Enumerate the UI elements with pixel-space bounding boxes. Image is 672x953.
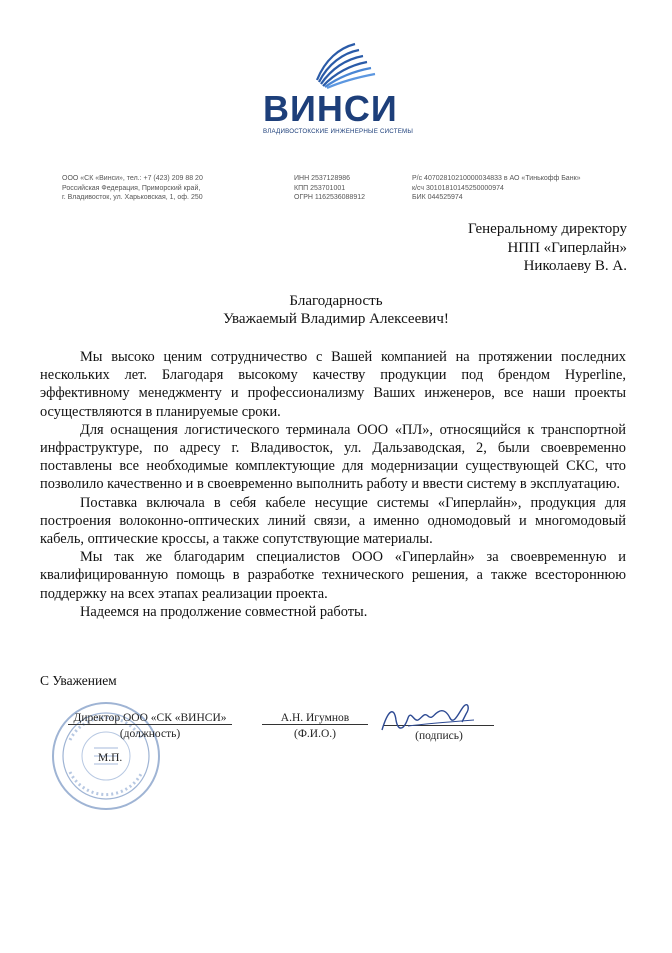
requisites-contacts: ООО «СК «Винси», тел.: +7 (423) 209 88 20 Российская Федерация, Приморский край, г. Владивосток, ул. Харьковская, 1, оф. 250 xyxy=(62,175,203,201)
logo-wave-icon xyxy=(255,40,415,90)
stamp-place: М.П. xyxy=(98,752,123,764)
paragraph-2: Для оснащения логистического терминала ООО «ПЛ», относящийся к транспортной инфраструктуре, по адресу г. Владивосток, ул. Дальзаводская, 2, были своевременно поставлены все необходимые комплектующие для модернизации существующей СКС, что позволило качественно и в своевременно выполнить работу и ввести систему в эксплуатацию. xyxy=(40,421,626,493)
handwritten-signature xyxy=(378,700,478,740)
letter-title xyxy=(0,292,672,328)
sign-caption: (подпись) xyxy=(415,730,463,742)
signer-name: А.Н. Игумнов xyxy=(262,712,368,725)
addressee-position: Генеральному директору xyxy=(467,221,627,237)
closing-phrase: С Уважением xyxy=(40,673,117,688)
position-caption: (должность) xyxy=(119,728,181,740)
title-salutation: Уважаемый Владимир Алексеевич! xyxy=(223,311,449,327)
addressee-block xyxy=(468,220,627,276)
title-heading: Благодарность xyxy=(289,293,383,309)
paragraph-1: Мы высоко ценим сотрудничество с Вашей компанией на протяжении последних нескольких лет. Благодаря высокому качеству продукции под брендом Hyperline, эффективному менеджменту и профессионализму Ваших инженеров, все наши проекты осуществляются в планируемые сроки. xyxy=(40,349,626,420)
logo-subtitle: ВЛАДИВОСТОКСКИЕ ИНЖЕНЕРНЫЕ СИСТЕМЫ xyxy=(263,128,414,135)
addressee-name: Николаеву В. А. xyxy=(523,258,627,274)
requisites-bank: Р/с 40702810210000034833 в АО «Тинькофф Банк» к/сч 30101810145250000974 БИК 044525974 xyxy=(412,175,581,201)
paragraph-3: Поставка включала в себя кабеле несущие системы «Гиперлайн», продукция для построения волоконно-оптических линий связи, а именно одномодовый и многомодовый кабель, оптические кроссы, а также сопутствующие материалы. xyxy=(40,494,626,548)
requisites-registration: ИНН 2537128986 КПП 253701001 ОГРН 1162536088912 xyxy=(294,175,365,201)
company-logo xyxy=(255,40,415,140)
letter-body xyxy=(40,348,626,621)
addressee-company: НПП «Гиперлайн» xyxy=(507,239,627,256)
paragraph-5: Надеемся на продолжение совместной работы. xyxy=(80,603,368,620)
logo-text: ВИНСИ xyxy=(263,88,398,129)
name-caption: (Ф.И.О.) xyxy=(294,728,336,740)
paragraph-4: Мы так же благодарим специалистов ООО «Гиперлайн» за своевременную и квалифицированную помощь в разработке технического решения, а также всестороннюю поддержку на всех этапах реализации проекта. xyxy=(40,549,626,602)
signer-position: Директор ООО «СК «ВИНСИ» xyxy=(68,712,232,725)
